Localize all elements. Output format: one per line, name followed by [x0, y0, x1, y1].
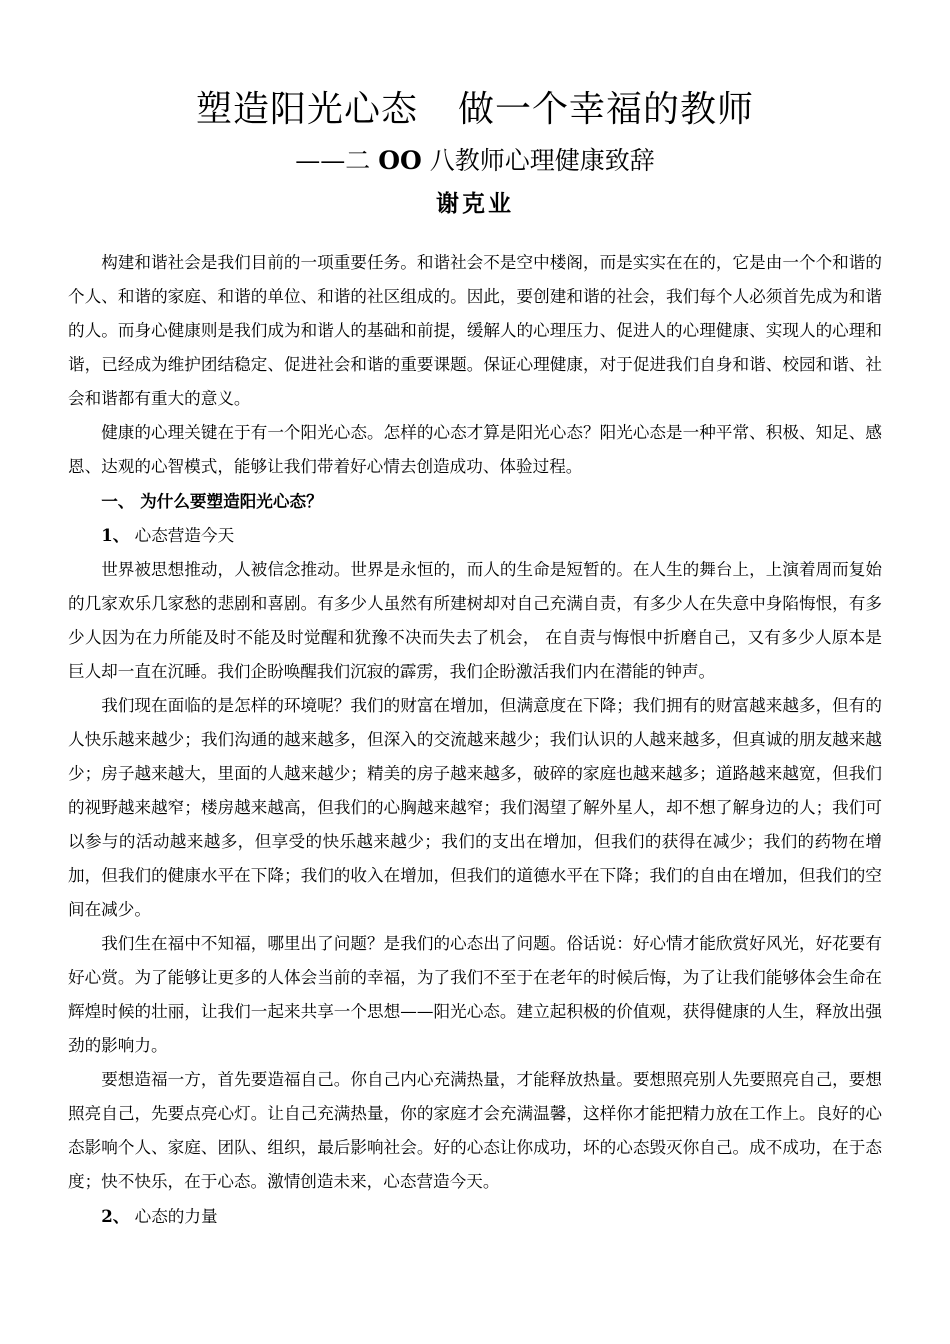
title-part-1: 塑造阳光心态: [195, 89, 418, 130]
section-1-paragraph-1: 世界被思想推动，人被信念推动。世界是永恒的，而人的生命是短暂的。在人生的舞台上，上演着周而复始的几家欢乐几家愁的悲剧和喜剧。有多少人虽然有所建树却对自己充满自责，有多少人在失意中身陷悔恨，有多少人因为在力所能及时不能及时觉醒和犹豫不决而失去了机会， 在自责与悔恨中折磨自己，又有多少人原本是巨人却一直在沉睡。我们企盼唤醒我们沉寂的霹雳，我们企盼激活我们内在潜能的钟声。: [68, 560, 882, 681]
title-part-2: 做一个幸福的教师: [458, 89, 755, 130]
subsection-1-title: 心态营造今天: [134, 526, 235, 545]
section-1-paragraph-3: 我们生在福中不知福，哪里出了问题？是我们的心态出了问题。俗话说：好心情才能欣赏好风光，好花要有好心赏。为了能够让更多的人体会当前的幸福，为了我们不至于在老年的时候后悔，为了让我们能够体会生命在辉煌时候的壮丽，让我们一起来共享一个思想——阳光心态。建立起积极的价值观，获得健康的人生，释放出强劲的影响力。: [68, 934, 882, 1055]
section-1-paragraph-2: 我们现在面临的是怎样的环境呢？我们的财富在增加，但满意度在下降；我们拥有的财富越来越多，但有的人快乐越来越少；我们沟通的越来越多，但深入的交流越来越少；我们认识的人越来越多，但真诚的朋友越来越少；房子越来越大，里面的人越来越少；精美的房子越来越多，破碎的家庭也越来越多；道路越来越宽，但我们的视野越来越窄；楼房越来越高，但我们的心胸越来越窄；我们渴望了解外星人，却不想了解身边的人；我们可以参与的活动越来越多，但享受的快乐越来越少；我们的支出在增加，但我们的获得在减少；我们的药物在增加，但我们的健康水平在下降；我们的收入在增加，但我们的道德水平在下降；我们的自由在增加，但我们的空间在减少。: [68, 696, 882, 919]
section-1-heading: 一、 为什么要塑造阳光心态？: [101, 491, 323, 511]
subtitle-suffix: 八教师心理健康致辞: [429, 146, 655, 175]
document-page: [68, 82, 882, 1234]
subsection-1-heading: [68, 518, 882, 553]
author-name: 谢克业: [436, 190, 514, 217]
intro-paragraph-2: 健康的心理关键在于有一个阳光心态。怎样的心态才算是阳光心态？阳光心态是一种平常、积极、知足、感恩、达观的心智模式，能够让我们带着好心情去创造成功、体验过程。: [68, 423, 882, 476]
subsection-2-heading: [68, 1199, 882, 1234]
document-body: [68, 246, 882, 1234]
subtitle-latin: OO: [378, 146, 422, 175]
section-1-paragraph-4: 要想造福一方，首先要造福自己。你自己内心充满热量，才能释放热量。要想照亮别人先要照亮自己，要想照亮自己，先要点亮心灯。让自己充满热量，你的家庭才会充满温馨，这样你才能把精力放在工作上。良好的心态影响个人、家庭、团队、组织，最后影响社会。好的心态让你成功，坏的心态毁灭你自己。成不成功，在于态度；快不快乐，在于心态。激情创造未来，心态营造今天。: [68, 1070, 882, 1191]
subtitle-prefix: ——二: [295, 146, 371, 175]
intro-paragraph-1: 构建和谐社会是我们目前的一项重要任务。和谐社会不是空中楼阁，而是实实在在的，它是由一个个和谐的个人、和谐的家庭、和谐的单位、和谐的社区组成的。因此，要创建和谐的社会，我们每个人必须首先成为和谐的人。而身心健康则是我们成为和谐人的基础和前提，缓解人的心理压力、促进人的心理健康、实现人的心理和谐，已经成为维护团结稳定、促进社会和谐的重要课题。保证心理健康，对于促进我们自身和谐、校园和谐、社会和谐都有重大的意义。: [68, 253, 882, 408]
subsection-2-number: 2、: [101, 1206, 130, 1226]
subsection-2-title: 心态的力量: [134, 1207, 218, 1226]
document-title: [68, 82, 882, 138]
subsection-1-number: 1、: [101, 525, 130, 545]
document-subtitle: [68, 140, 882, 182]
